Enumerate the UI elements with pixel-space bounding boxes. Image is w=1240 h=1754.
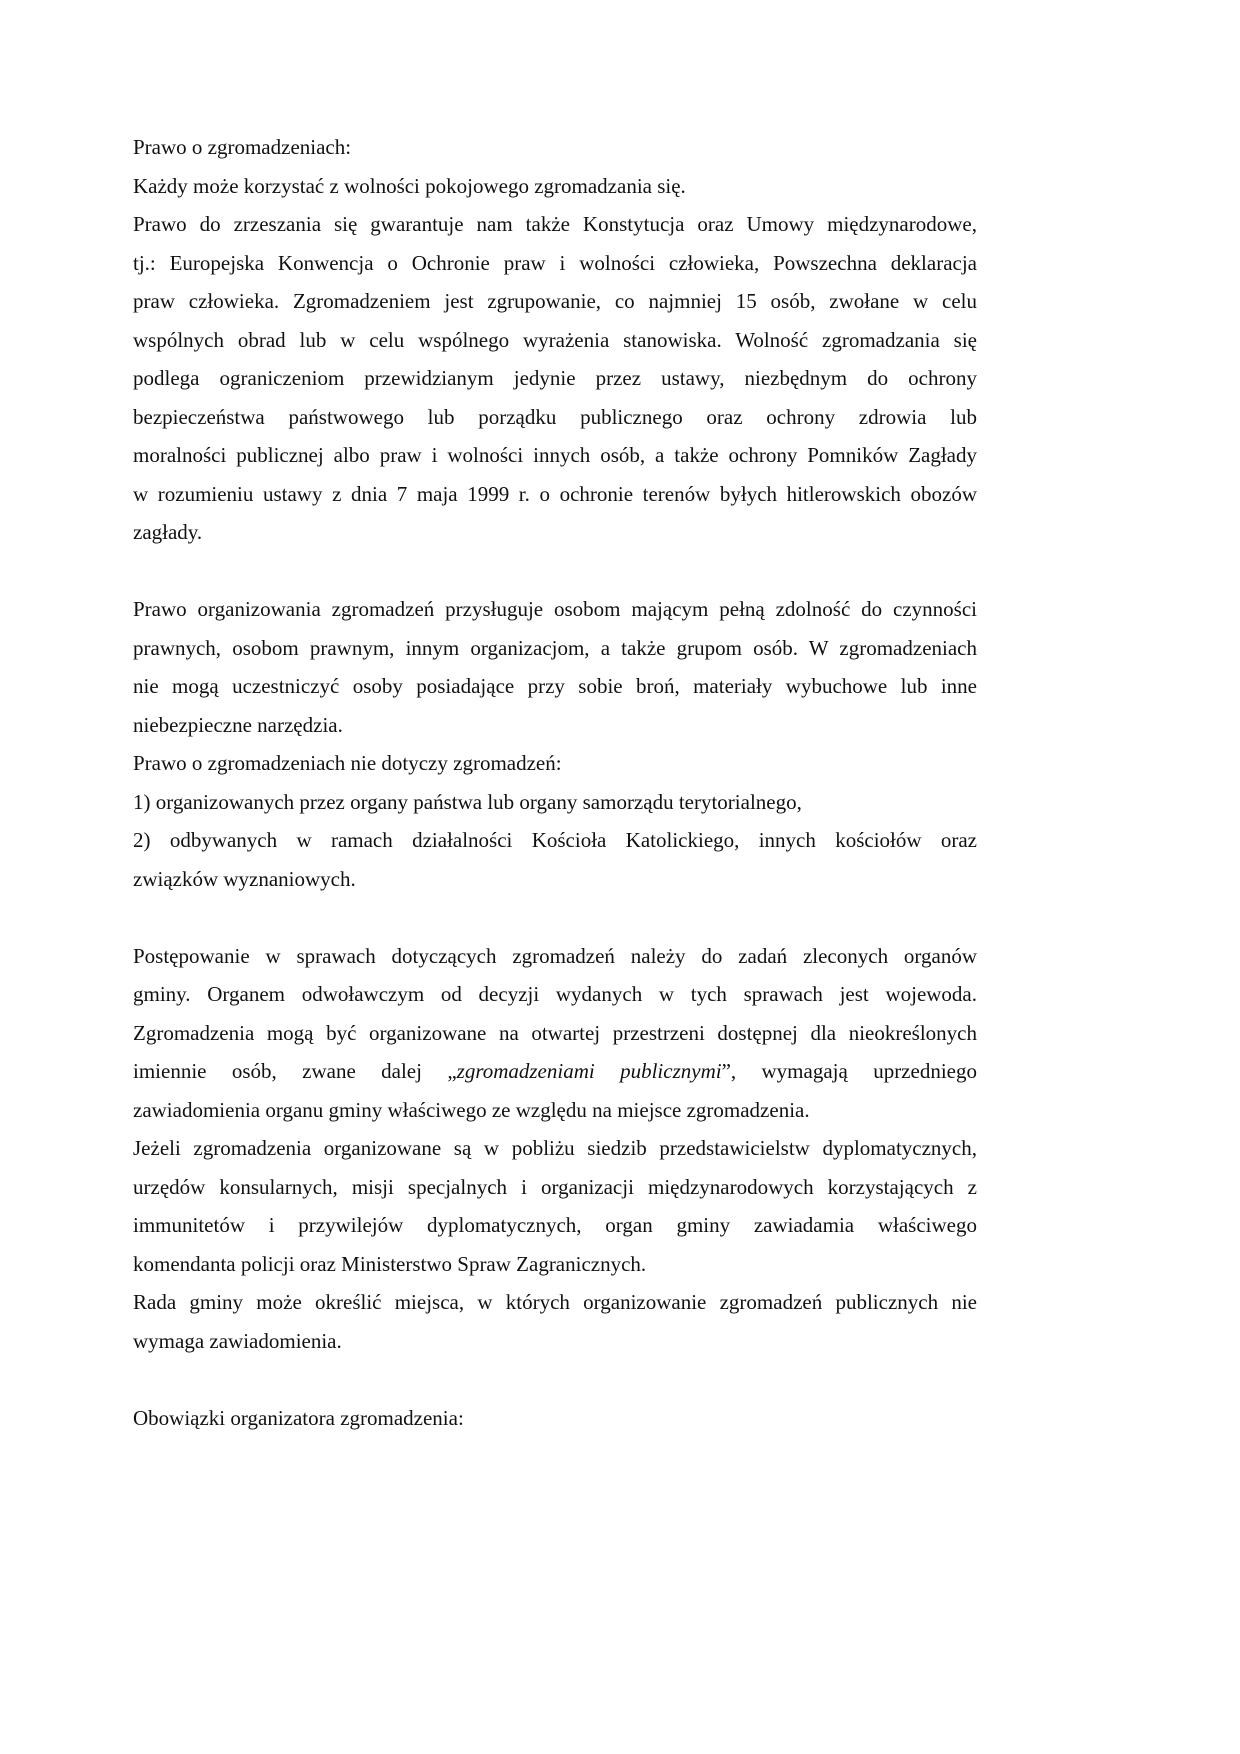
paragraph <box>133 783 977 822</box>
section <box>133 128 977 552</box>
text-line: związków wyznaniowych. <box>133 866 356 891</box>
text-line: nie mogą uczestniczyć osoby posiadające przy sobie broń, materiały wybuchowe lub inne <box>133 674 977 698</box>
text-line: wymaga zawiadomienia. <box>133 1328 342 1353</box>
text-line: komendanta policji oraz Ministerstwo Spraw Zagranicznych. <box>133 1251 647 1276</box>
text-line: gminy. Organem odwoławczym od decyzji wydanych w tych sprawach jest wojewoda. <box>133 982 977 1006</box>
document-page <box>133 128 977 1476</box>
text-line: zawiadomienia organu gminy właściwego ze względu na miejsce zgromadzenia. <box>133 1097 810 1122</box>
text-line: podlega ograniczeniom przewidzianym jedynie przez ustawy, niezbędnym do ochrony <box>133 366 977 390</box>
paragraph <box>133 937 977 1130</box>
text-line: bezpieczeństwa państwowego lub porządku publicznego oraz ochrony zdrowia lub <box>133 404 977 429</box>
paragraph <box>133 1283 977 1360</box>
text-line <box>133 1052 977 1091</box>
text-segment: imiennie osób, zwane dalej „ <box>133 1059 457 1083</box>
text-line: Prawo o zgromadzeniach: <box>133 135 352 159</box>
text-line: tj.: Europejska Konwencja o Ochronie praw i wolności człowieka, Powszechna deklaracja <box>133 250 977 275</box>
text-line: Prawo o zgromadzeniach nie dotyczy zgromadzeń: <box>133 751 562 775</box>
text-line: 1) organizowanych przez organy państwa lub organy samorządu terytorialnego, <box>133 789 802 814</box>
text-segment: ”, wymagają uprzedniego <box>721 1059 977 1083</box>
paragraph <box>133 744 977 783</box>
paragraph <box>133 167 977 206</box>
paragraph <box>133 1399 977 1438</box>
text-line: 2) odbywanych w ramach działalności Kościoła Katolickiego, innych kościołów oraz <box>133 828 977 852</box>
text-line: wspólnych obrad lub w celu wspólnego wyrażenia stanowiska. Wolność zgromadzania się <box>133 327 977 352</box>
paragraph <box>133 1129 977 1283</box>
text-line: zagłady. <box>133 520 203 544</box>
text-line: urzędów konsularnych, misji specjalnych i organizacji międzynarodowych korzystających z <box>133 1174 977 1199</box>
text-line: praw człowieka. Zgromadzeniem jest zgrupowanie, co najmniej 15 osób, zwołane w celu <box>133 289 977 313</box>
text-line: niebezpieczne narzędzia. <box>133 712 343 737</box>
text-line: w rozumieniu ustawy z dnia 7 maja 1999 r. o ochronie terenów byłych hitlerowskich obozów <box>133 481 977 506</box>
text-line: immunitetów i przywilejów dyplomatycznych, organ gminy zawiadamia właściwego <box>133 1213 977 1237</box>
text-line: Jeżeli zgromadzenia organizowane są w pobliżu siedzib przedstawicielstw dyplomatycznych, <box>133 1136 977 1160</box>
paragraph <box>133 590 977 744</box>
text-line: Obowiązki organizatora zgromadzenia: <box>133 1405 464 1430</box>
text-line: Zgromadzenia mogą być organizowane na otwartej przestrzeni dostępnej dla nieokreślonych <box>133 1020 977 1045</box>
text-line: Prawo organizowania zgromadzeń przysługuje osobom mającym pełną zdolność do czynności <box>133 597 977 621</box>
text-line: Prawo do zrzeszania się gwarantuje nam także Konstytucja oraz Umowy międzynarodowe, <box>133 212 977 236</box>
section <box>133 1399 977 1438</box>
text-line: prawnych, osobom prawnym, innym organizacjom, a także grupom osób. W zgromadzeniach <box>133 635 977 660</box>
text-line: moralności publicznej albo praw i wolności innych osób, a także ochrony Pomników Zagłady <box>133 443 977 467</box>
italic-term: zgromadzeniami publicznymi <box>456 1059 722 1083</box>
text-line: Rada gminy może określić miejsca, w których organizowanie zgromadzeń publicznych nie <box>133 1290 977 1314</box>
text-line: Postępowanie w sprawach dotyczących zgromadzeń należy do zadań zleconych organów <box>133 943 977 968</box>
text-line: Każdy może korzystać z wolności pokojowego zgromadzania się. <box>133 173 686 198</box>
paragraph <box>133 128 977 167</box>
paragraph <box>133 821 977 898</box>
section <box>133 590 977 898</box>
paragraph <box>133 205 977 552</box>
section <box>133 937 977 1361</box>
